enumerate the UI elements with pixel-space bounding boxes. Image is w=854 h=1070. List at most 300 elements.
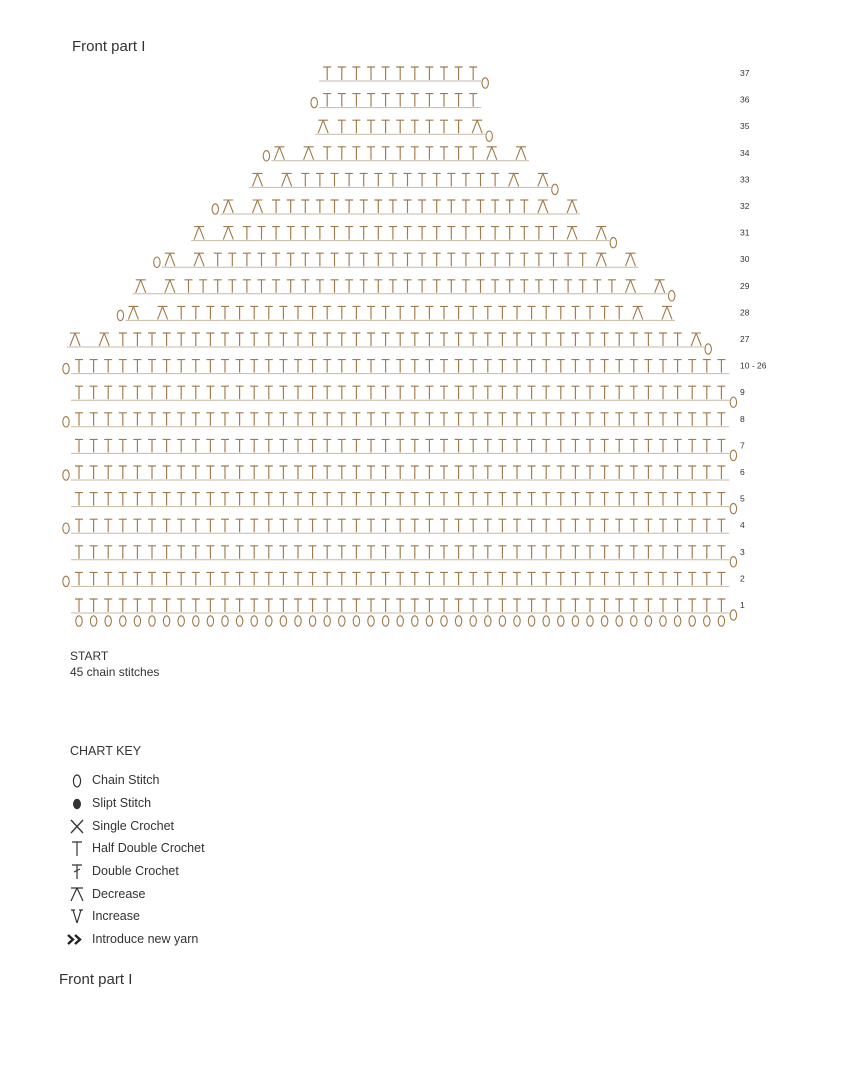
half-double-crochet-mark [177, 519, 185, 532]
hdc-stroke [447, 227, 455, 240]
hdc-stroke [396, 147, 404, 160]
hdc-stroke [455, 94, 463, 107]
half-double-crochet-mark [301, 253, 309, 266]
hdc-stroke [301, 200, 309, 213]
half-double-crochet-mark [498, 599, 506, 612]
half-double-crochet-mark [323, 546, 331, 559]
hdc-stroke [396, 572, 404, 585]
hdc-stroke [469, 572, 477, 585]
decrease-mark [538, 173, 548, 186]
half-double-crochet-mark [440, 386, 448, 399]
half-double-crochet-mark [133, 546, 141, 559]
half-double-crochet-mark [104, 439, 112, 452]
half-double-crochet-mark [236, 572, 244, 585]
half-double-crochet-mark [90, 439, 98, 452]
hdc-stroke [396, 120, 404, 133]
hdc-stroke [717, 546, 725, 559]
hdc-stroke [659, 546, 667, 559]
half-double-crochet-mark [360, 280, 368, 293]
hdc-stroke [133, 493, 141, 506]
hdc-stroke [250, 306, 258, 319]
half-double-crochet-mark [455, 67, 463, 80]
hdc-stroke [206, 493, 214, 506]
half-double-crochet-mark [404, 227, 412, 240]
foundation-chain-mark [236, 616, 242, 626]
half-double-crochet-mark [528, 546, 536, 559]
hdc-stroke [425, 333, 433, 346]
hdc-stroke [688, 413, 696, 426]
hdc-stroke [557, 546, 565, 559]
half-double-crochet-mark [557, 413, 565, 426]
hdc-stroke [688, 466, 696, 479]
chain-stitch-icon [66, 771, 88, 789]
hdc-stroke [469, 413, 477, 426]
hdc-stroke [367, 306, 375, 319]
half-double-crochet-mark [382, 67, 390, 80]
half-double-crochet-mark [221, 493, 229, 506]
dec-stroke [567, 227, 577, 240]
hdc-stroke [411, 519, 419, 532]
hdc-stroke [389, 173, 397, 186]
half-double-crochet-mark [557, 546, 565, 559]
half-double-crochet-mark [323, 519, 331, 532]
half-double-crochet-mark [601, 386, 609, 399]
half-double-crochet-mark [601, 493, 609, 506]
half-double-crochet-mark [630, 572, 638, 585]
hdc-stroke [265, 519, 273, 532]
hdc-stroke [703, 519, 711, 532]
hdc-stroke [674, 572, 682, 585]
half-double-crochet-mark [404, 200, 412, 213]
hdc-stroke [265, 439, 273, 452]
hdc-stroke [440, 94, 448, 107]
foundation-chain-mark [485, 616, 491, 626]
foundation-chain-mark [645, 616, 651, 626]
hdc-stroke [462, 280, 470, 293]
hdc-stroke [717, 439, 725, 452]
half-double-crochet-mark [236, 599, 244, 612]
hdc-stroke [104, 546, 112, 559]
half-double-crochet-mark [425, 360, 433, 373]
hdc-stroke [301, 173, 309, 186]
dec-stroke [165, 280, 175, 293]
hdc-stroke [491, 253, 499, 266]
hdc-stroke [345, 280, 353, 293]
half-double-crochet-mark [557, 519, 565, 532]
hdc-stroke [491, 173, 499, 186]
hdc-stroke [659, 572, 667, 585]
hdc-stroke [586, 519, 594, 532]
half-double-crochet-mark [294, 493, 302, 506]
half-double-crochet-mark [469, 306, 477, 319]
row-number: 9 [740, 387, 745, 398]
half-double-crochet-icon [66, 839, 88, 857]
half-double-crochet-mark [644, 493, 652, 506]
half-double-crochet-mark [301, 173, 309, 186]
hdc-stroke [455, 306, 463, 319]
half-double-crochet-mark [338, 413, 346, 426]
half-double-crochet-mark [352, 94, 360, 107]
hdc-stroke [498, 413, 506, 426]
foundation-chain-mark [528, 616, 534, 626]
hdc-stroke [455, 147, 463, 160]
hdc-stroke [301, 253, 309, 266]
hdc-stroke [440, 333, 448, 346]
hdc-stroke [498, 493, 506, 506]
hdc-stroke [389, 227, 397, 240]
half-double-crochet-mark [206, 333, 214, 346]
half-double-crochet-mark [601, 599, 609, 612]
hdc-stroke [104, 572, 112, 585]
hdc-stroke [221, 466, 229, 479]
half-double-crochet-mark [163, 413, 171, 426]
hdc-stroke [287, 227, 295, 240]
hdc-stroke [206, 572, 214, 585]
half-double-crochet-mark [250, 599, 258, 612]
half-double-crochet-mark [630, 519, 638, 532]
hdc-stroke [294, 466, 302, 479]
half-double-crochet-mark [294, 413, 302, 426]
half-double-crochet-mark [564, 253, 572, 266]
half-double-crochet-mark [498, 439, 506, 452]
hdc-stroke [440, 439, 448, 452]
half-double-crochet-mark [513, 386, 521, 399]
hdc-stroke [411, 333, 419, 346]
hdc-stroke [557, 306, 565, 319]
half-double-crochet-mark [389, 227, 397, 240]
hdc-stroke [601, 386, 609, 399]
half-double-crochet-mark [644, 439, 652, 452]
half-double-crochet-mark [367, 546, 375, 559]
half-double-crochet-mark [469, 333, 477, 346]
half-double-crochet-mark [75, 599, 83, 612]
half-double-crochet-mark [455, 333, 463, 346]
hdc-stroke [119, 386, 127, 399]
dec-stroke [626, 253, 636, 266]
half-double-crochet-mark [498, 386, 506, 399]
hdc-stroke [717, 413, 725, 426]
half-double-crochet-mark [513, 599, 521, 612]
half-double-crochet-mark [425, 120, 433, 133]
hdc-stroke [557, 333, 565, 346]
half-double-crochet-mark [133, 439, 141, 452]
hdc-stroke [163, 386, 171, 399]
half-double-crochet-mark [440, 147, 448, 160]
half-double-crochet-mark [265, 439, 273, 452]
hdc-stroke [148, 439, 156, 452]
dec-stroke [282, 173, 292, 186]
hdc-stroke [674, 333, 682, 346]
hdc-stroke [250, 466, 258, 479]
half-double-crochet-mark [382, 333, 390, 346]
half-double-crochet-mark [243, 253, 251, 266]
hdc-stroke [404, 200, 412, 213]
dec-stroke [596, 227, 606, 240]
half-double-crochet-mark [309, 519, 317, 532]
half-double-crochet-mark [75, 413, 83, 426]
half-double-crochet-mark [309, 466, 317, 479]
hdc-stroke [433, 280, 441, 293]
foundation-chain-mark [76, 616, 82, 626]
hdc-stroke [338, 306, 346, 319]
half-double-crochet-mark [418, 227, 426, 240]
half-double-crochet-mark [374, 280, 382, 293]
hdc-stroke [469, 466, 477, 479]
hdc-stroke [309, 306, 317, 319]
hdc-stroke [104, 360, 112, 373]
hdc-stroke [630, 599, 638, 612]
hdc-stroke [703, 466, 711, 479]
single-crochet-icon [66, 817, 88, 835]
half-double-crochet-mark [630, 466, 638, 479]
half-double-crochet-mark [206, 466, 214, 479]
hdc-stroke [309, 546, 317, 559]
half-double-crochet-mark [586, 546, 594, 559]
hdc-stroke [367, 466, 375, 479]
hdc-stroke [352, 147, 360, 160]
half-double-crochet-mark [382, 147, 390, 160]
hdc-stroke [374, 253, 382, 266]
half-double-crochet-mark [615, 333, 623, 346]
hdc-stroke [338, 360, 346, 373]
hdc-stroke [360, 227, 368, 240]
hdc-stroke [469, 493, 477, 506]
half-double-crochet-mark [447, 253, 455, 266]
hdc-stroke [374, 227, 382, 240]
half-double-crochet-mark [630, 546, 638, 559]
hdc-stroke [455, 519, 463, 532]
hdc-stroke [688, 360, 696, 373]
half-double-crochet-mark [250, 413, 258, 426]
hdc-stroke [644, 439, 652, 452]
half-double-crochet-mark [367, 94, 375, 107]
half-double-crochet-mark [644, 386, 652, 399]
half-double-crochet-mark [236, 493, 244, 506]
half-double-crochet-mark [133, 360, 141, 373]
half-double-crochet-mark [119, 413, 127, 426]
half-double-crochet-mark [659, 493, 667, 506]
half-double-crochet-mark [352, 439, 360, 452]
decrease-mark [158, 306, 168, 319]
half-double-crochet-mark [571, 519, 579, 532]
half-double-crochet-mark [163, 360, 171, 373]
half-double-crochet-mark [703, 360, 711, 373]
hdc-stroke [75, 386, 83, 399]
half-double-crochet-mark [396, 147, 404, 160]
hdc-stroke [163, 413, 171, 426]
hdc-stroke [703, 546, 711, 559]
half-double-crochet-mark [90, 599, 98, 612]
hdc-stroke [265, 493, 273, 506]
crochet-chart [0, 68, 854, 645]
hdc-stroke [396, 466, 404, 479]
half-double-crochet-mark [148, 333, 156, 346]
hdc-stroke [323, 67, 331, 80]
hdc-stroke [177, 599, 185, 612]
half-double-crochet-mark [236, 333, 244, 346]
half-double-crochet-mark [287, 227, 295, 240]
hdc-stroke [90, 546, 98, 559]
hdc-stroke [644, 572, 652, 585]
hdc-stroke [119, 493, 127, 506]
hdc-stroke [659, 493, 667, 506]
hdc-stroke [528, 493, 536, 506]
hdc-stroke [674, 546, 682, 559]
hdc-stroke [477, 280, 485, 293]
foundation-chain-mark [295, 616, 301, 626]
half-double-crochet-mark [389, 280, 397, 293]
half-double-crochet-mark [659, 439, 667, 452]
half-double-crochet-mark [425, 572, 433, 585]
half-double-crochet-mark [542, 360, 550, 373]
hdc-stroke [236, 493, 244, 506]
hdc-stroke [586, 599, 594, 612]
half-double-crochet-mark [411, 572, 419, 585]
hdc-stroke [542, 333, 550, 346]
half-double-crochet-mark [608, 280, 616, 293]
half-double-crochet-mark [674, 360, 682, 373]
hdc-stroke [133, 439, 141, 452]
hdc-stroke [119, 413, 127, 426]
foundation-chain-mark [193, 616, 199, 626]
foundation-chain-mark [558, 616, 564, 626]
hdc-stroke [484, 413, 492, 426]
hdc-stroke [272, 200, 280, 213]
hdc-stroke [659, 360, 667, 373]
hdc-stroke [644, 386, 652, 399]
half-double-crochet-mark [367, 413, 375, 426]
hdc-stroke [396, 413, 404, 426]
half-double-crochet-mark [389, 200, 397, 213]
half-double-crochet-mark [411, 493, 419, 506]
hdc-stroke [615, 466, 623, 479]
half-double-crochet-mark [309, 360, 317, 373]
hdc-stroke [352, 599, 360, 612]
half-double-crochet-mark [674, 466, 682, 479]
half-double-crochet-mark [659, 413, 667, 426]
hdc-stroke [455, 386, 463, 399]
half-double-crochet-mark [352, 519, 360, 532]
half-double-crochet-mark [542, 439, 550, 452]
half-double-crochet-mark [382, 94, 390, 107]
decrease-mark [253, 200, 263, 213]
half-double-crochet-mark [396, 493, 404, 506]
hdc-stroke [396, 519, 404, 532]
hdc-stroke [411, 147, 419, 160]
half-double-crochet-mark [382, 599, 390, 612]
hdc-stroke [455, 493, 463, 506]
half-double-crochet-mark [535, 280, 543, 293]
half-double-crochet-mark [265, 572, 273, 585]
hdc-stroke [338, 333, 346, 346]
half-double-crochet-mark [498, 493, 506, 506]
hdc-stroke [498, 333, 506, 346]
hdc-stroke [367, 572, 375, 585]
half-double-crochet-mark [279, 572, 287, 585]
half-double-crochet-mark [630, 493, 638, 506]
half-double-crochet-mark [331, 200, 339, 213]
hdc-stroke [279, 333, 287, 346]
hdc-stroke [644, 360, 652, 373]
hdc-stroke [513, 519, 521, 532]
hdc-stroke [323, 519, 331, 532]
half-double-crochet-mark [484, 386, 492, 399]
half-double-crochet-mark [243, 280, 251, 293]
hdc-stroke [90, 493, 98, 506]
half-double-crochet-mark [163, 493, 171, 506]
half-double-crochet-mark [163, 466, 171, 479]
half-double-crochet-mark [228, 253, 236, 266]
half-double-crochet-mark [564, 280, 572, 293]
half-double-crochet-mark [206, 306, 214, 319]
half-double-crochet-mark [192, 333, 200, 346]
half-double-crochet-mark [513, 519, 521, 532]
half-double-crochet-mark [316, 200, 324, 213]
dec-stroke [633, 306, 643, 319]
row-number: 37 [740, 68, 750, 78]
half-double-crochet-mark [287, 200, 295, 213]
half-double-crochet-mark [498, 306, 506, 319]
hdc-stroke [338, 519, 346, 532]
turning-chain-mark [610, 237, 616, 247]
hdc-stroke [323, 360, 331, 373]
half-double-crochet-mark [411, 360, 419, 373]
hdc-stroke [513, 546, 521, 559]
hdc-stroke [425, 360, 433, 373]
half-double-crochet-mark [309, 333, 317, 346]
hdc-stroke [367, 519, 375, 532]
hdc-stroke [425, 67, 433, 80]
half-double-crochet-mark [75, 439, 83, 452]
hdc-stroke [301, 280, 309, 293]
half-double-crochet-mark [440, 333, 448, 346]
half-double-crochet-mark [338, 120, 346, 133]
half-double-crochet-mark [177, 333, 185, 346]
half-double-crochet-mark [367, 360, 375, 373]
half-double-crochet-mark [367, 572, 375, 585]
half-double-crochet-mark [630, 386, 638, 399]
half-double-crochet-mark [440, 120, 448, 133]
hdc-stroke [352, 67, 360, 80]
hdc-stroke [177, 466, 185, 479]
hdc-stroke [659, 439, 667, 452]
hdc-stroke [133, 333, 141, 346]
hdc-stroke [440, 306, 448, 319]
half-double-crochet-mark [148, 572, 156, 585]
half-double-crochet-mark [148, 413, 156, 426]
turning-chain-mark [63, 576, 69, 586]
half-double-crochet-mark [703, 413, 711, 426]
decrease-mark [538, 200, 548, 213]
hdc-stroke [148, 413, 156, 426]
half-double-crochet-mark [411, 599, 419, 612]
hdc-stroke [630, 439, 638, 452]
hdc-stroke [498, 572, 506, 585]
half-double-crochet-mark [192, 306, 200, 319]
hdc-stroke [265, 466, 273, 479]
half-double-crochet-mark [477, 253, 485, 266]
hdc-stroke [564, 253, 572, 266]
hdc-stroke [520, 200, 528, 213]
half-double-crochet-mark [104, 572, 112, 585]
half-double-crochet-mark [644, 599, 652, 612]
page-title: Front part I [72, 38, 146, 55]
hdc-stroke [425, 94, 433, 107]
hdc-stroke [382, 466, 390, 479]
hdc-stroke [236, 546, 244, 559]
hdc-stroke [221, 546, 229, 559]
half-double-crochet-mark [316, 227, 324, 240]
